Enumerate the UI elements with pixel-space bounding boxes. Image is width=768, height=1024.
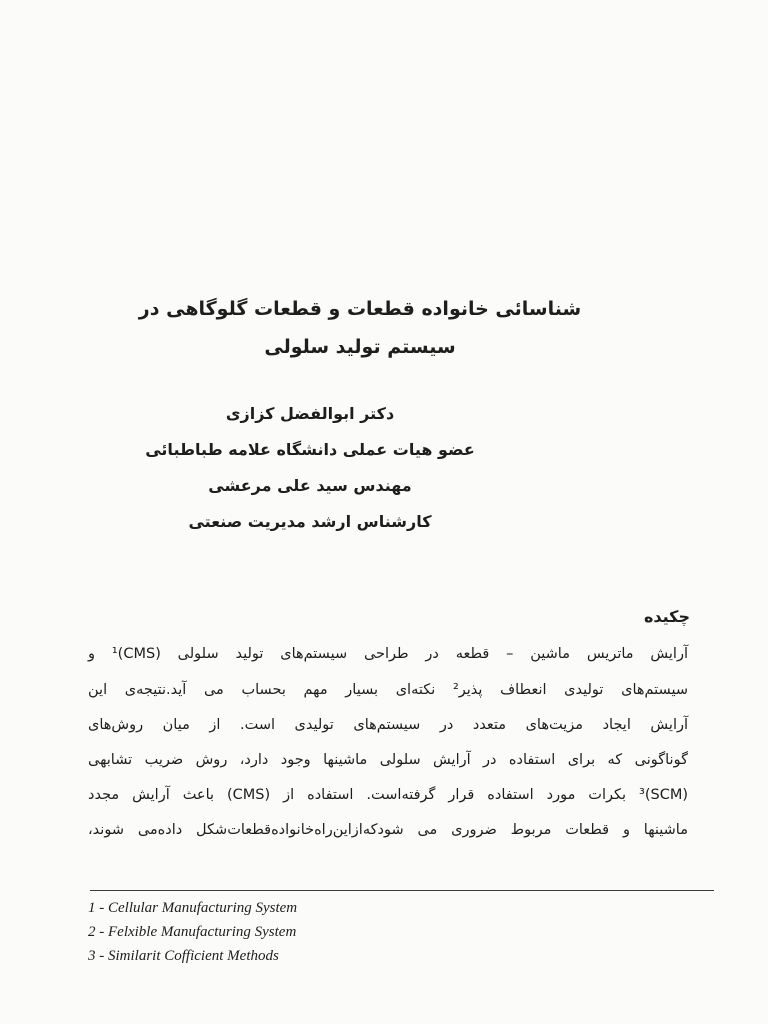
abstract-line-4: گوناگونی که برای استفاده در آرایش سلولی ماشینها وجود دارد، روش ضریب تشابهی — [88, 752, 688, 768]
abstract-line-5: (SCM)³ بکرات مورد استفاده قرار گرفته‌است. استفاده از (CMS) باعث آرایش مجدد — [88, 787, 688, 803]
author-affiliation-2: کارشناس ارشد مدیریت صنعتی — [188, 512, 432, 531]
abstract-line-6: ماشینها و قطعات مربوط ضروری می شودکه‌ازاین‌راه‌خانواده‌قطعات‌شکل داده‌می شوند، — [88, 822, 688, 838]
abstract-line-3: آرایش ایجاد مزیت‌های متعدد در سیستم‌های تولیدی است. از میان روش‌های — [88, 717, 688, 733]
abstract-line-1: آرایش ماتریس ماشین – قطعه در طراحی سیستم‌های تولید سلولی (CMS)¹ و — [88, 646, 688, 662]
footnote-divider — [90, 890, 714, 891]
abstract-heading: چکیده — [643, 607, 690, 626]
footnote-3: 3 - Similarit Cofficient Methods — [88, 948, 279, 964]
author-name-2: مهندس سید علی مرعشی — [208, 476, 412, 495]
abstract-line-2: سیستم‌های تولیدی انعطاف پذیر² نکته‌ای بسیار مهم بحساب می آید.نتیجه‌ی این — [88, 682, 688, 698]
title-line-1: شناسائی خانواده قطعات و قطعات گلوگاهی در — [138, 298, 582, 320]
title-line-2: سیستم تولید سلولی — [264, 336, 456, 358]
author-affiliation-1: عضو هیات عملی دانشگاه علامه طباطبائی — [145, 440, 475, 459]
footnote-2: 2 - Felxible Manufacturing System — [88, 924, 297, 940]
footnote-1: 1 - Cellular Manufacturing System — [88, 900, 298, 916]
author-name-1: دکتر ابوالفضل کزازی — [225, 404, 395, 423]
